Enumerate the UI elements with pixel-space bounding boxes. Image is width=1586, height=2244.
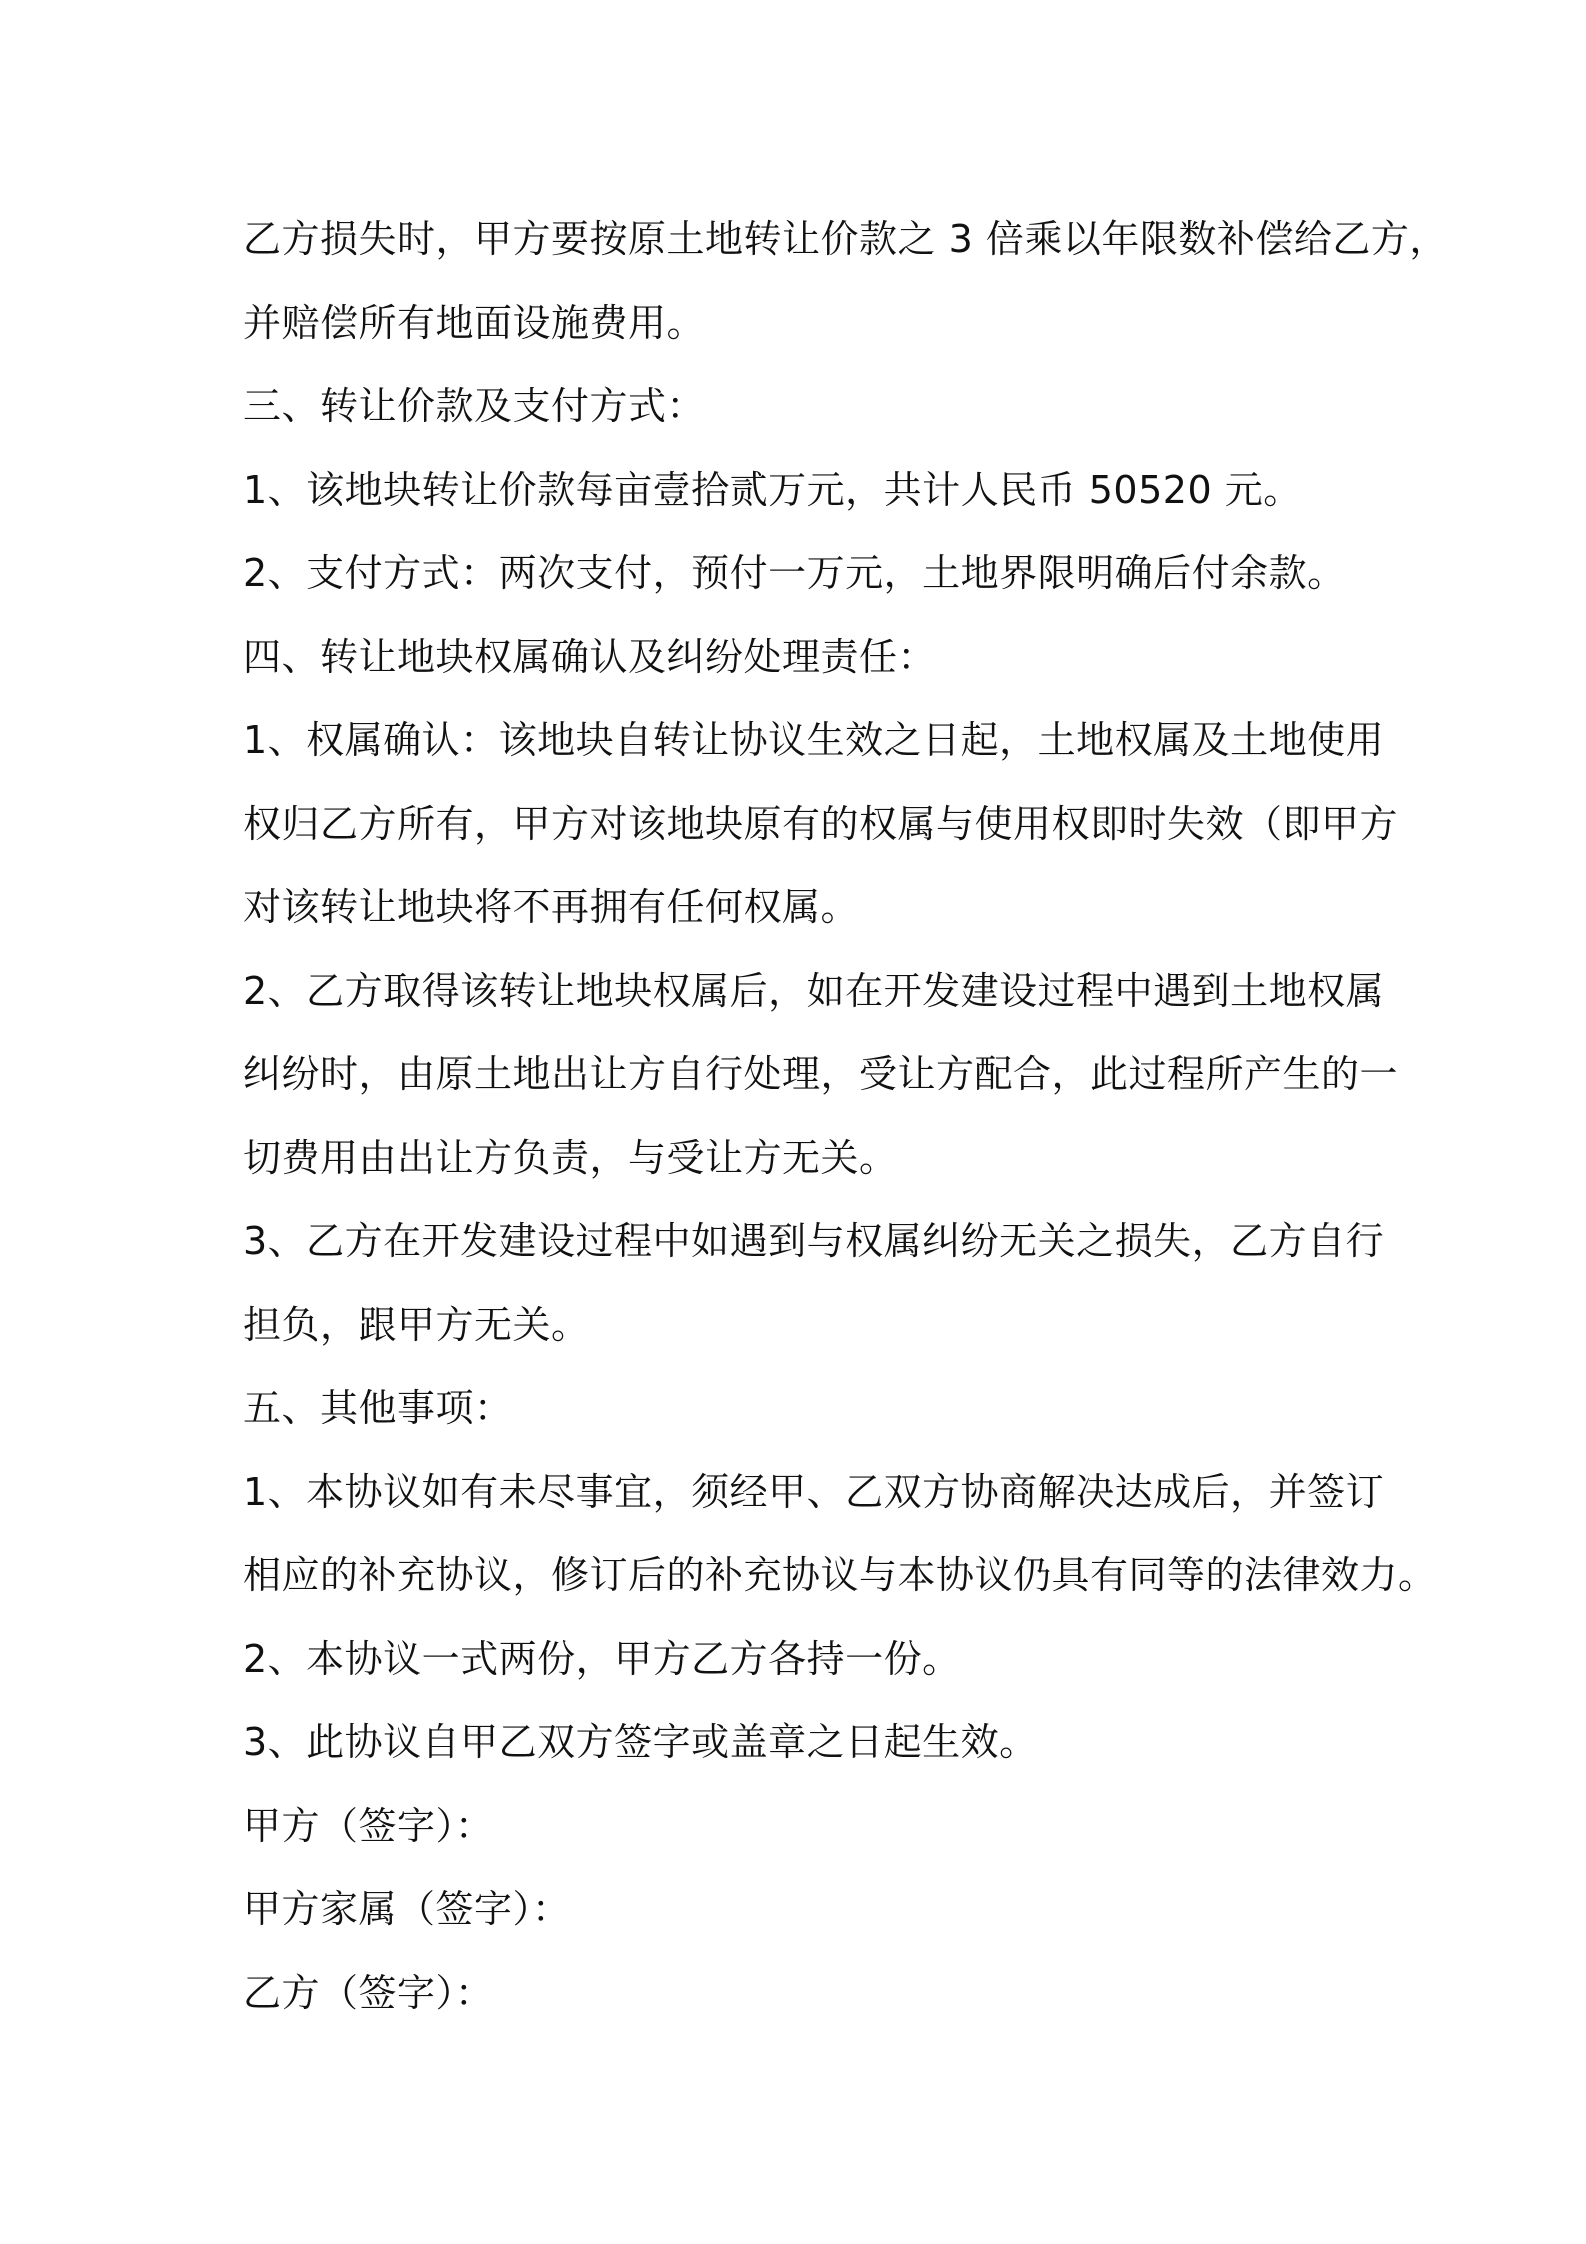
clause-losses-line-2: 担负，跟甲方无关。 — [243, 1302, 590, 1347]
signature-party-a-family: 甲方家属（签字）： — [243, 1887, 571, 1931]
clause-losses-line-1: 3、乙方在开发建设过程中如遇到与权属纠纷无关之损失，乙方自行 — [243, 1219, 1385, 1263]
section-heading-other-matters: 五、其他事项： — [243, 1386, 513, 1430]
clause-disputes-line-1: 2、乙方取得该转让地块权属后，如在开发建设过程中遇到土地权属 — [243, 968, 1385, 1013]
clause-ownership-line-1: 1、权属确认：该地块自转让协议生效之日起，土地权属及土地使用 — [243, 718, 1385, 762]
clause-copies: 2、本协议一式两份，甲方乙方各持一份。 — [243, 1636, 961, 1681]
clause-payment-method: 2、支付方式：两次支付，预付一万元，土地界限明确后付余款。 — [243, 551, 1346, 595]
signature-party-b: 乙方（签字）： — [243, 1970, 494, 2015]
section-heading-ownership-disputes: 四、转让地块权属确认及纠纷处理责任： — [243, 634, 937, 679]
clause-supplementary-line-1: 1、本协议如有未尽事宜，须经甲、乙双方协商解决达成后，并签订 — [243, 1469, 1385, 1514]
text-line-continuation-compensation: 乙方损失时，甲方要按原土地转让价款之 3 倍乘以年限数补偿给乙方， — [243, 217, 1448, 261]
section-heading-price-payment: 三、转让价款及支付方式： — [243, 384, 706, 428]
clause-ownership-line-2: 权归乙方所有，甲方对该地块原有的权属与使用权即时失效（即甲方 — [243, 801, 1399, 846]
clause-disputes-line-2: 纠纷时，由原土地出让方自行处理，受让方配合，此过程所产生的一 — [243, 1052, 1399, 1096]
text-line-facility-costs: 并赔偿所有地面设施费用。 — [243, 300, 706, 345]
clause-disputes-line-3: 切费用由出让方负责，与受让方无关。 — [243, 1135, 898, 1180]
clause-ownership-line-3: 对该转让地块将不再拥有任何权属。 — [243, 885, 860, 929]
clause-effective-date: 3、此协议自甲乙双方签字或盖章之日起生效。 — [243, 1720, 1038, 1764]
signature-party-a: 甲方（签字）： — [243, 1803, 494, 1848]
document-body — [243, 198, 1448, 2035]
clause-price: 1、该地块转让价款每亩壹拾贰万元，共计人民币 50520 元。 — [243, 467, 1302, 512]
clause-supplementary-line-2: 相应的补充协议，修订后的补充协议与本协议仍具有同等的法律效力。 — [243, 1553, 1437, 1597]
